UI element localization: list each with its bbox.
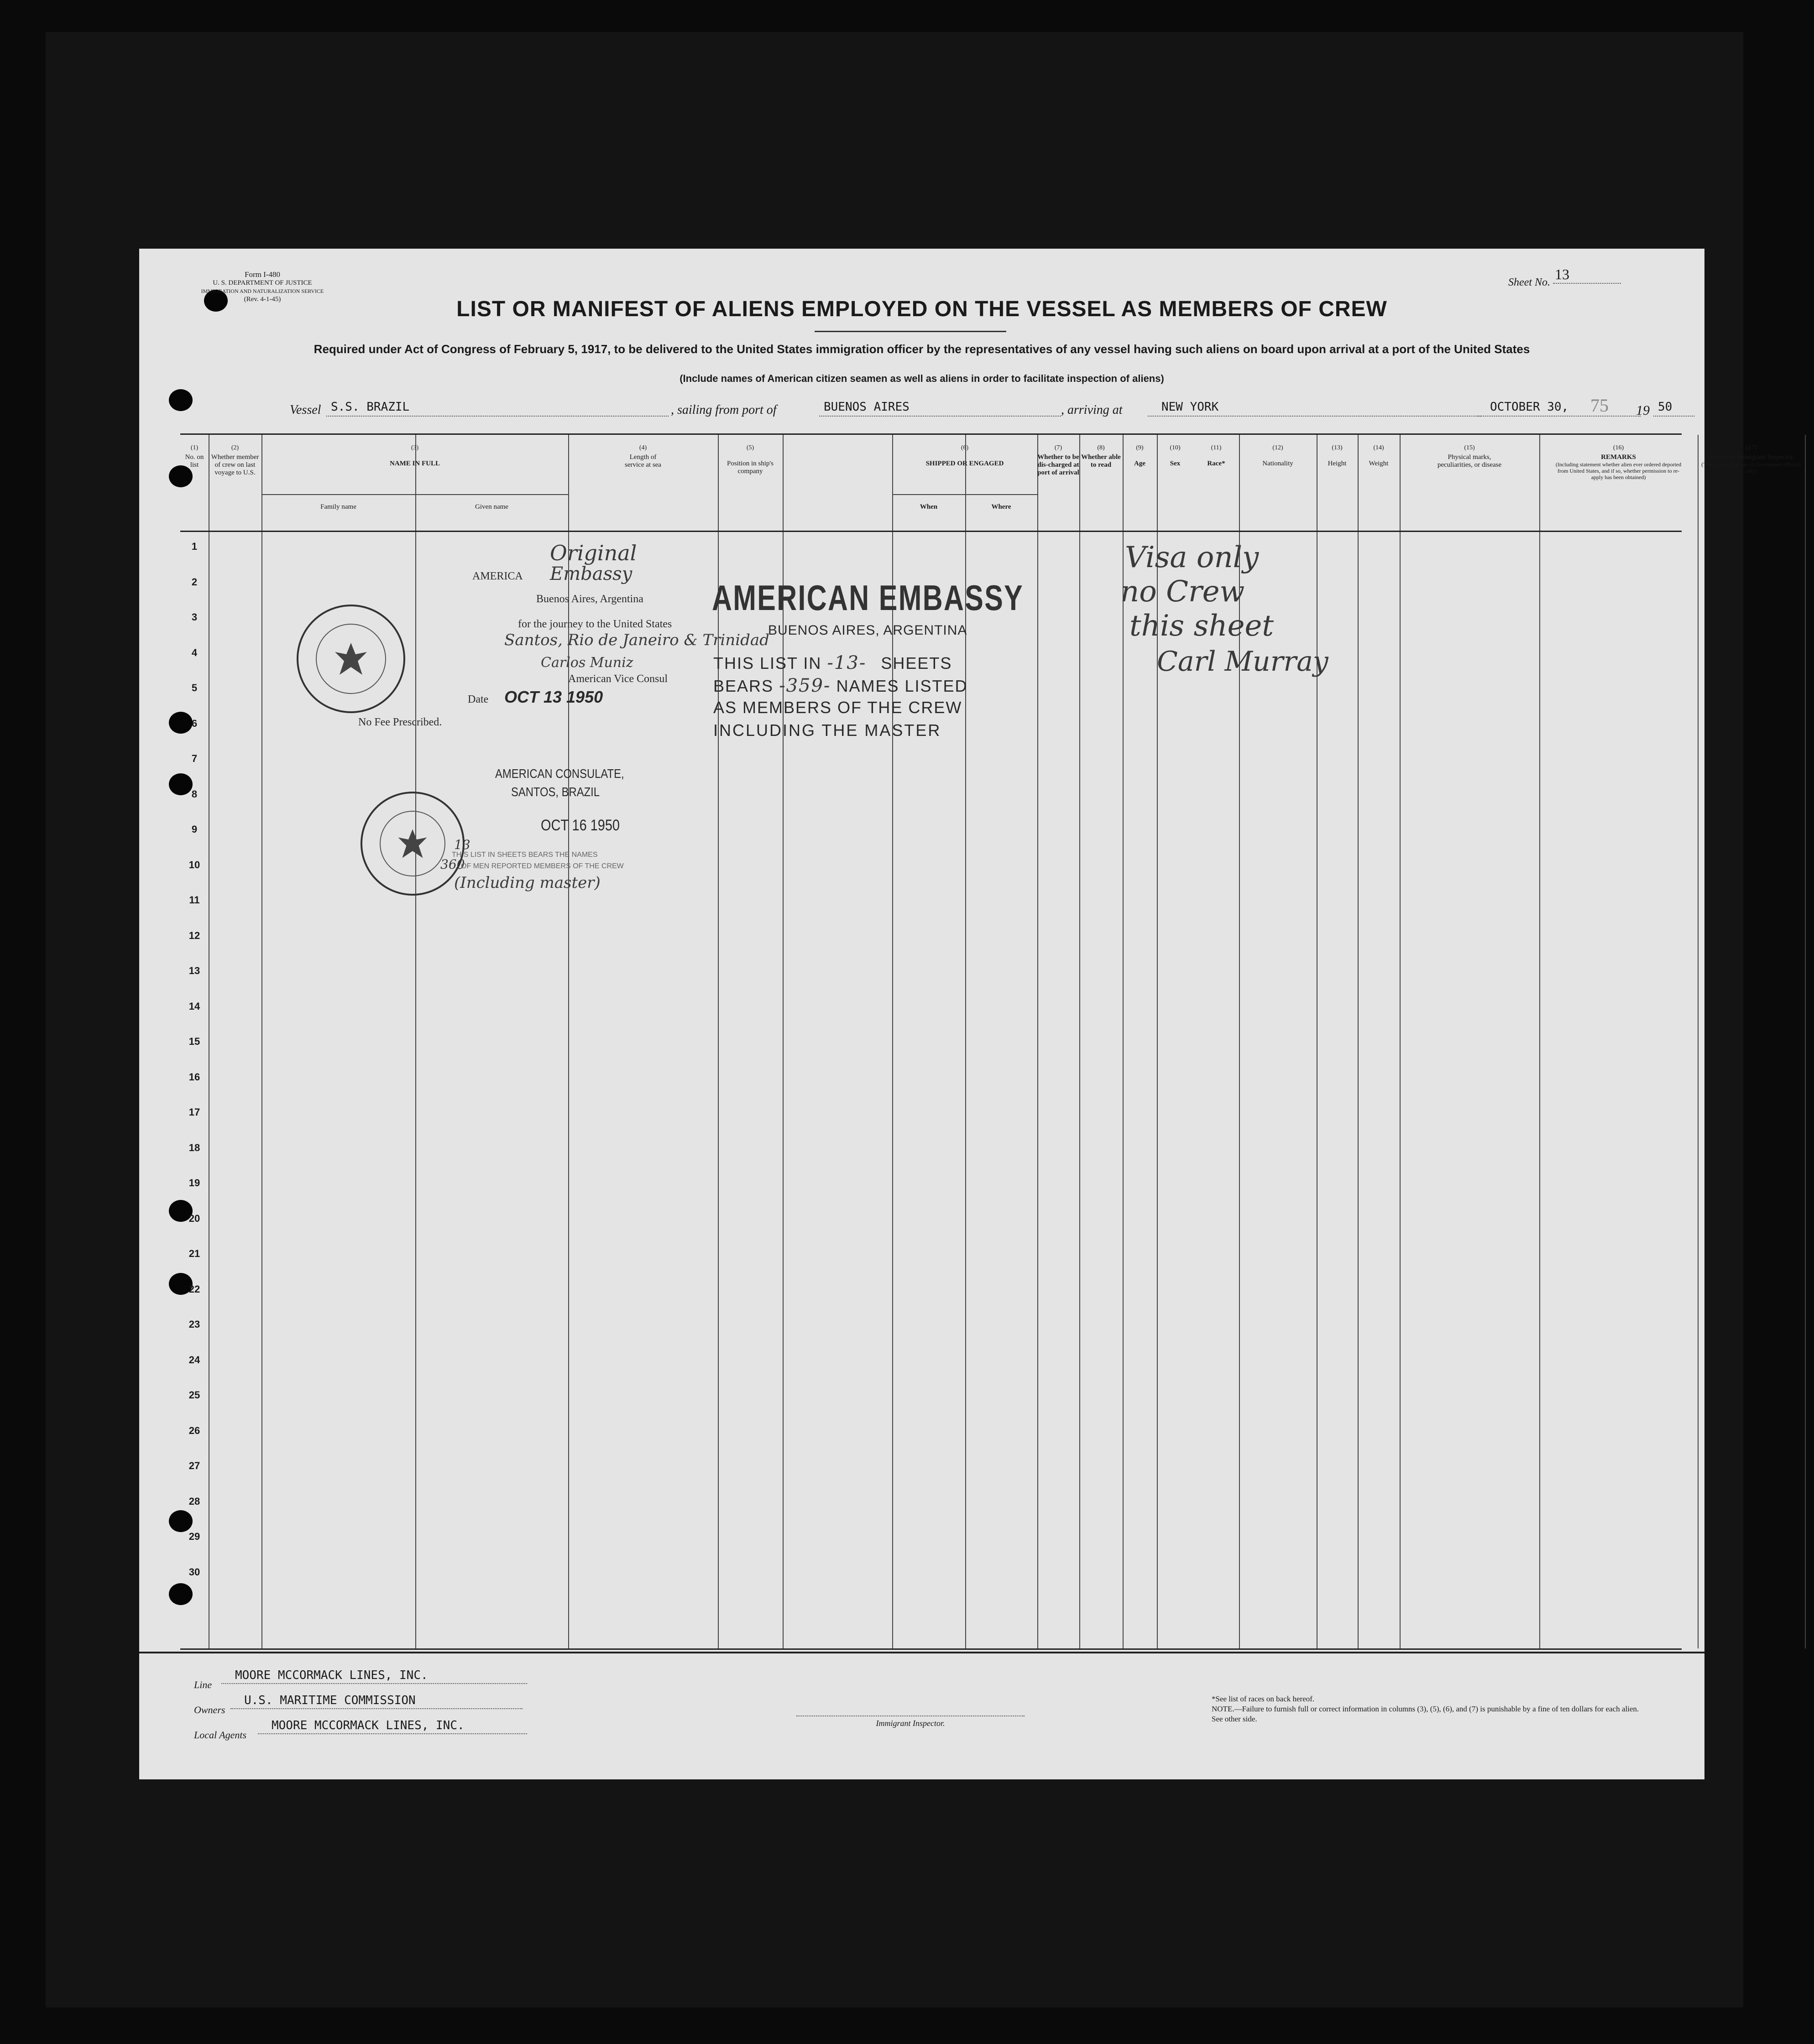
arriving-port: NEW YORK — [1148, 400, 1481, 417]
consulate-seal-icon — [361, 792, 465, 896]
handwritten-note-line2: no Crew — [1120, 575, 1245, 609]
col-header-13: (13) Height — [1328, 444, 1347, 467]
col-header-17: (17) Action of Immigrant Inspector (This column for use of Government officials only) — [1701, 444, 1801, 474]
sheet-number-label: Sheet No. — [1508, 276, 1550, 288]
stamp-america-text: AMERICA — [472, 570, 523, 582]
row-number: 6 — [191, 717, 198, 729]
vessel-name: S.S. BRAZIL — [326, 400, 669, 417]
top-note: (Include names of American citizen seamen as well as aliens in order to facilitate inspection of aliens) — [680, 373, 1164, 384]
title-rule — [815, 331, 1006, 332]
embassy-seal-icon — [297, 605, 405, 713]
footnotes — [1212, 1694, 1645, 1724]
row-number: 9 — [191, 824, 198, 835]
arrival-date: OCTOBER 30, — [1476, 400, 1641, 417]
row-number: 11 — [189, 894, 200, 906]
consulate-stamp-line1: AMERICAN CONSULATE, — [495, 766, 624, 781]
row-number: 26 — [188, 1424, 200, 1436]
footnote-races: *See list of races on back hereof. — [1212, 1695, 1315, 1703]
embassy-stamp-line4: INCLUDING THE MASTER — [713, 721, 941, 740]
embassy-stamp-city: BUENOS AIRES, ARGENTINA — [768, 623, 967, 638]
stamp-vice-consul: American Vice Consul — [568, 673, 668, 685]
col-header-7: (7) Whether to be dis-charged at port of arrival — [1037, 444, 1079, 476]
row-number: 10 — [188, 859, 200, 871]
col-header-2: (2) Whether member of crew on last voyage to U.S. — [211, 444, 259, 476]
inspector-label: Immigrant Inspector. — [876, 1719, 945, 1728]
row-number: 30 — [188, 1566, 200, 1578]
embassy-stamp-line2: BEARS -359- NAMES LISTED — [713, 675, 968, 696]
col-header-3a: Family name — [320, 503, 356, 511]
eagle-icon — [392, 823, 433, 864]
col-header-15: (15) Physical marks, peculiarities, or disease — [1437, 444, 1502, 469]
sailing-label: , sailing from port of — [671, 403, 777, 417]
row-number: 8 — [191, 788, 198, 800]
row-number: 12 — [188, 929, 200, 941]
col-header-1: (1) No. on list — [185, 444, 204, 469]
handwritten-original: Original — [550, 541, 637, 565]
handwritten-embassy: Embassy — [550, 563, 633, 584]
col-header-10: (10) Sex — [1170, 444, 1181, 467]
footer-rule — [139, 1652, 1704, 1653]
handwritten-including-master: (Including master) — [454, 874, 601, 892]
row-number: 24 — [188, 1354, 200, 1366]
row-number: 18 — [188, 1142, 200, 1153]
row-number: 2 — [191, 576, 198, 588]
handwritten-note-line1: Visa only — [1125, 541, 1259, 574]
footer-line-label: Line — [194, 1679, 212, 1690]
row-number: 20 — [188, 1212, 200, 1224]
row-number: 19 — [188, 1177, 200, 1189]
handwritten-sheets-13: 13 — [454, 837, 470, 852]
sheet-number-value: 13 — [1553, 266, 1621, 284]
manifest-sheet — [139, 249, 1801, 1779]
col-header-6b: Where — [991, 503, 1011, 511]
consulate-stamp-line2: SANTOS, BRAZIL — [511, 785, 600, 799]
row-number: 13 — [188, 965, 200, 976]
row-number: 22 — [188, 1283, 200, 1295]
row-number: 4 — [191, 647, 198, 658]
footer-line-value: MOORE MCCORMACK LINES, INC. — [221, 1669, 527, 1684]
col-header-6a: When — [920, 503, 938, 511]
vessel-line — [290, 400, 1673, 423]
col-header-6: (6) SHIPPED OR ENGAGED — [925, 444, 1004, 467]
row-number: 28 — [188, 1495, 200, 1507]
col-header-12: (12) Nationality — [1262, 444, 1293, 467]
handwritten-note-signature: Carl Murray — [1157, 646, 1328, 678]
row-number: 3 — [191, 611, 198, 623]
subtitle: Required under Act of Congress of February 5, 1917, to be delivered to the United States immigration officer by the representatives of any vessel having such aliens on board upon arrival at a port of the United States — [314, 342, 1530, 356]
row-number: 16 — [188, 1071, 200, 1083]
row-number: 21 — [188, 1248, 200, 1259]
row-number: 1 — [191, 541, 198, 552]
year-prefix: 19 — [1636, 403, 1650, 418]
punch-hole-icon — [169, 389, 193, 411]
inspector-signature-line — [796, 1706, 1025, 1716]
page-title: LIST OR MANIFEST OF ALIENS EMPLOYED ON THE VESSEL AS MEMBERS OF CREW — [456, 297, 1387, 321]
footer-agents-label: Local Agents — [194, 1729, 247, 1741]
row-number: 25 — [188, 1389, 200, 1401]
footnote-fine: NOTE.—Failure to furnish full or correct information in columns (3), (5), (6), and (7) is punishable by a fine of ten dollars for each alien. See other side. — [1212, 1705, 1639, 1723]
footer-owners-label: Owners — [194, 1704, 225, 1716]
col-header-16: (16) REMARKS (Including statement whether alien ever ordered deported from United States, and if so, whether permission to re-apply has been obtained) — [1555, 444, 1682, 480]
footer-agents-value: MOORE MCCORMACK LINES, INC. — [258, 1719, 527, 1734]
arrival-year: 50 — [1653, 400, 1694, 417]
row-number: 27 — [188, 1460, 200, 1471]
form-revision: (Rev. 4-1-45) — [244, 296, 281, 303]
row-number: 15 — [188, 1036, 200, 1047]
form-number: Form I-480 — [245, 270, 280, 279]
embassy-stamp-heading: AMERICAN EMBASSY — [712, 578, 1024, 618]
row-number: 14 — [188, 1000, 200, 1012]
row-number: 29 — [188, 1531, 200, 1542]
embassy-stamp-line3: AS MEMBERS OF THE CREW — [713, 698, 962, 717]
col-header-14: (14) Weight — [1369, 444, 1389, 467]
handwritten-consul-signature: Carlos Muniz — [541, 655, 633, 671]
form-service: IMMIGRATION AND NATURALIZATION SERVICE — [201, 288, 324, 294]
form-department: U. S. DEPARTMENT OF JUSTICE — [213, 279, 312, 287]
col-header-11: (11) Race* — [1207, 444, 1225, 467]
row-number: 17 — [188, 1106, 200, 1118]
handwritten-note-line3: this sheet — [1129, 609, 1274, 643]
col-header-3b: Given name — [475, 503, 508, 511]
col-header-8: (8) Whether able to read — [1081, 444, 1121, 469]
stamp-buenos-aires: Buenos Aires, Argentina — [536, 593, 643, 605]
eagle-icon — [328, 636, 374, 682]
row-number: 5 — [191, 682, 198, 694]
col-header-9: (9) Age — [1134, 444, 1145, 467]
stamp-date-value: OCT 13 1950 — [504, 688, 603, 706]
stamp-journey-text: for the journey to the United States — [518, 618, 672, 630]
col-header-5: (5) Position in ship's company — [727, 444, 774, 475]
embassy-stamp-line1: THIS LIST IN -13- SHEETS — [713, 652, 952, 673]
stamp-date-label: Date — [468, 694, 489, 705]
col-header-4: (4) Length of service at sea — [625, 444, 661, 469]
consulate-stamp-date: OCT 16 1950 — [541, 817, 620, 834]
stamped-page-number: 75 — [1590, 395, 1609, 416]
handwritten-count-360: 360 — [440, 857, 465, 872]
footer-owners-value: U.S. MARITIME COMMISSION — [230, 1694, 523, 1709]
row-number: 7 — [191, 753, 198, 764]
vessel-label: Vessel — [290, 403, 321, 417]
consulate-list-text2: OF MEN REPORTED MEMBERS OF THE CREW — [461, 862, 624, 870]
stamp-no-fee: No Fee Prescribed. — [358, 716, 442, 728]
col-header-3: (3) NAME IN FULL — [389, 444, 440, 467]
sailing-port: BUENOS AIRES — [819, 400, 1061, 417]
sheet-number — [1508, 266, 1621, 290]
row-number: 23 — [188, 1319, 200, 1330]
arriving-label: , arriving at — [1061, 403, 1123, 417]
consulate-list-text: THIS LIST IN SHEETS BEARS THE NAMES — [452, 851, 598, 859]
handwritten-journey: Santos, Rio de Janeiro & Trinidad — [504, 631, 769, 649]
